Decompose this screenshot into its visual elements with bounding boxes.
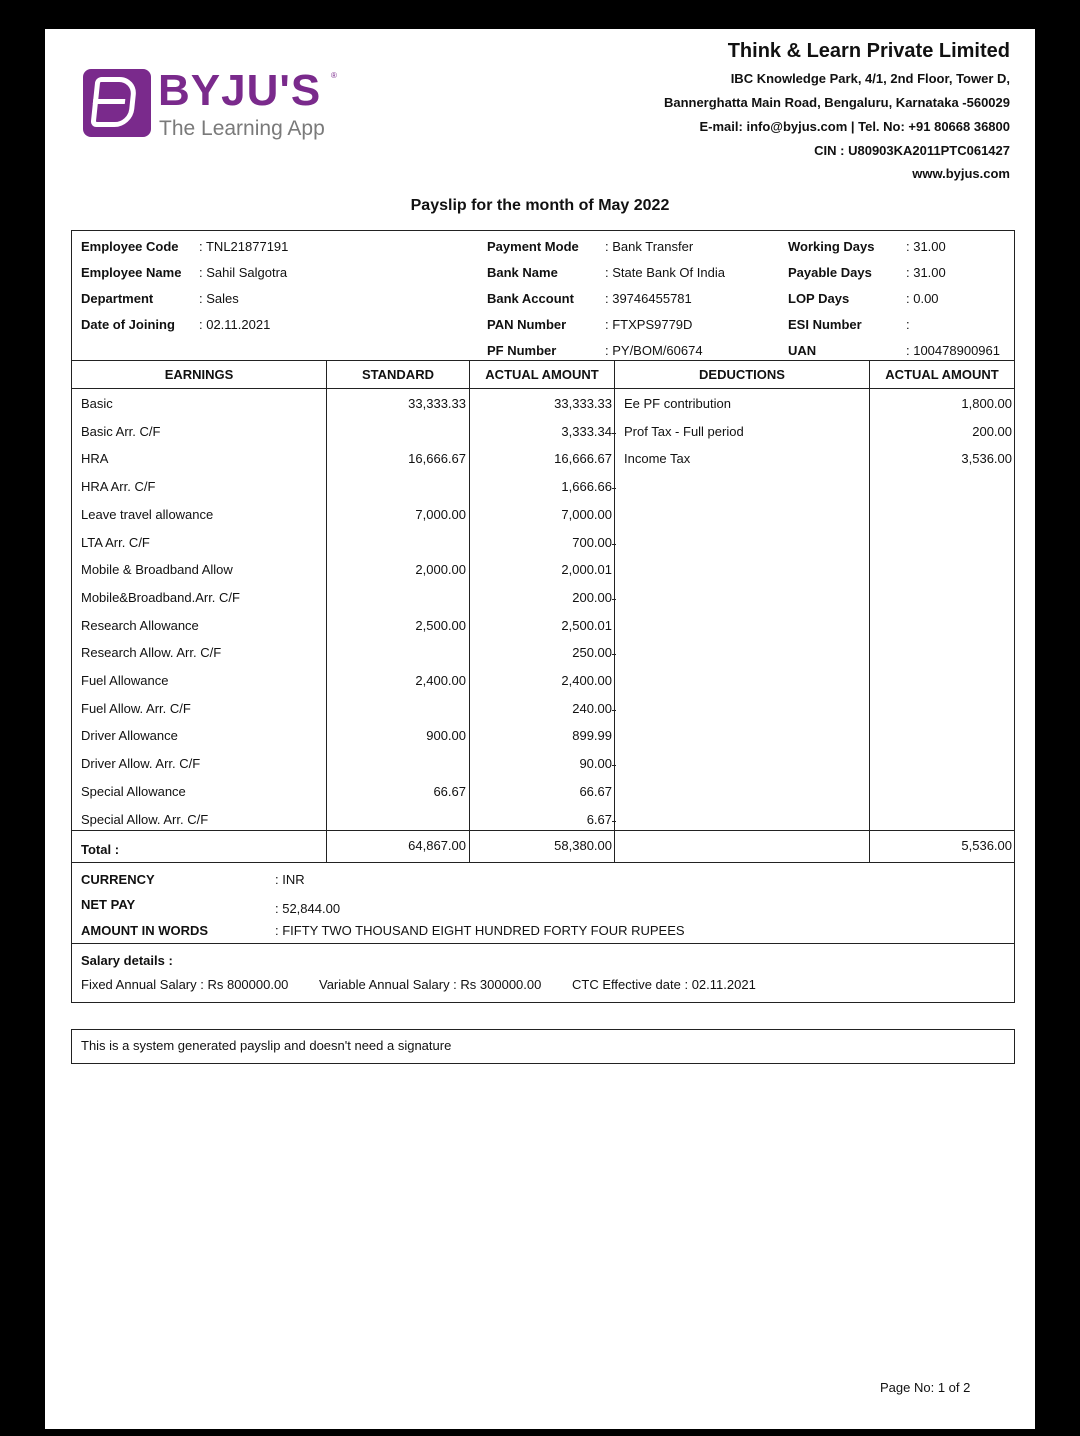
arrear-tick-mark	[612, 488, 616, 489]
earning-name: Research Allowance	[81, 618, 199, 633]
earning-name: Driver Allowance	[81, 728, 178, 743]
company-contact: E-mail: info@byjus.com | Tel. No: +91 80668 36800	[699, 119, 1010, 134]
label-amount-in-words: AMOUNT IN WORDS	[81, 923, 209, 938]
logo-wordmark: BYJU'S	[158, 66, 322, 115]
earning-actual: 700.00	[572, 535, 612, 550]
registered-mark: ®	[331, 71, 337, 80]
earning-name: Basic	[81, 396, 113, 411]
variable-annual-salary: Variable Annual Salary : Rs 300000.00	[319, 977, 542, 992]
header-deductions: DEDUCTIONS	[699, 367, 785, 382]
label-working-days: Working Days	[788, 239, 875, 254]
value-date-of-joining: : 02.11.2021	[199, 317, 271, 332]
salary-details-box	[71, 943, 1015, 1003]
salary-details-heading: Salary details :	[81, 953, 173, 968]
value-bank-account: : 39746455781	[605, 291, 692, 306]
arrear-tick-mark	[612, 765, 616, 766]
label-lop-days: LOP Days	[788, 291, 850, 306]
earning-actual: 2,400.00	[561, 673, 612, 688]
company-address-1: IBC Knowledge Park, 4/1, 2nd Floor, Tower D,	[730, 71, 1010, 86]
earning-name: Basic Arr. C/F	[81, 424, 161, 439]
system-note-box	[71, 1029, 1015, 1064]
employee-info-box	[71, 230, 1015, 361]
earning-actual: 6.67	[586, 812, 612, 827]
earning-actual: 2,500.01	[561, 618, 612, 633]
label-pf-number: PF Number	[487, 343, 557, 358]
earning-standard: 66.67	[433, 784, 466, 799]
earning-name: Fuel Allow. Arr. C/F	[81, 701, 191, 716]
payslip-title: Payslip for the month of May 2022	[410, 197, 670, 214]
total-deductions: 5,536.00	[961, 838, 1012, 853]
earning-name: Research Allow. Arr. C/F	[81, 645, 222, 660]
label-uan: UAN	[788, 343, 817, 358]
label-date-of-joining: Date of Joining	[81, 317, 175, 332]
label-currency: CURRENCY	[81, 872, 155, 887]
earnings-deductions-table	[71, 360, 1015, 863]
deduction-name: Income Tax	[624, 451, 691, 466]
arrear-tick-mark	[612, 544, 616, 545]
earning-actual: 1,666.66	[561, 479, 612, 494]
earning-name: Mobile & Broadband Allow	[81, 562, 233, 577]
company-address-2: Bannerghatta Main Road, Bengaluru, Karnataka -560029	[663, 95, 1010, 110]
earning-standard: 2,400.00	[415, 673, 466, 688]
company-cin: CIN : U80903KA2011PTC061427	[814, 143, 1010, 158]
page-number: Page No: 1 of 2	[880, 1380, 971, 1395]
earning-actual: 2,000.01	[561, 562, 612, 577]
value-employee-code: : TNL21877191	[199, 239, 289, 254]
earning-name: HRA	[81, 451, 109, 466]
deduction-actual: 200.00	[972, 424, 1012, 439]
label-net-pay: NET PAY	[81, 897, 136, 912]
earning-actual: 3,333.34	[561, 424, 612, 439]
system-note: This is a system generated payslip and doesn't need a signature	[81, 1038, 452, 1053]
earning-name: Special Allowance	[81, 784, 186, 799]
earning-actual: 90.00	[579, 756, 612, 771]
company-name: Think & Learn Private Limited	[727, 40, 1010, 62]
label-bank-name: Bank Name	[487, 265, 558, 280]
value-net-pay: : 52,844.00	[275, 901, 341, 916]
net-pay-box	[71, 862, 1015, 944]
earning-standard: 7,000.00	[415, 507, 466, 522]
ctc-effective-date: CTC Effective date : 02.11.2021	[572, 977, 756, 992]
label-payment-mode: Payment Mode	[487, 239, 579, 254]
value-employee-name: : Sahil Salgotra	[199, 265, 288, 280]
earning-actual: 7,000.00	[561, 507, 612, 522]
label-payable-days: Payable Days	[788, 265, 872, 280]
label-esi-number: ESI Number	[788, 317, 862, 332]
total-actual: 58,380.00	[554, 838, 612, 853]
byjus-logo-icon	[83, 69, 151, 137]
value-department: : Sales	[199, 291, 239, 306]
label-pan-number: PAN Number	[487, 317, 567, 332]
earning-actual: 66.67	[579, 784, 612, 799]
deduction-name: Prof Tax - Full period	[624, 424, 744, 439]
value-payable-days: : 31.00	[906, 265, 946, 280]
deduction-actual: 3,536.00	[961, 451, 1012, 466]
earning-standard: 2,500.00	[415, 618, 466, 633]
label-department: Department	[81, 291, 154, 306]
header-standard: STANDARD	[362, 367, 434, 382]
label-employee-code: Employee Code	[81, 239, 179, 254]
earning-actual: 250.00	[572, 645, 612, 660]
earning-actual: 240.00	[572, 701, 612, 716]
value-lop-days: : 0.00	[906, 291, 939, 306]
payslip-page	[45, 29, 1035, 1429]
arrear-tick-mark	[612, 821, 616, 822]
value-currency: : INR	[275, 872, 305, 887]
arrear-tick-mark	[612, 433, 616, 434]
earning-name: HRA Arr. C/F	[81, 479, 156, 494]
deduction-actual: 1,800.00	[961, 396, 1012, 411]
deduction-name: Ee PF contribution	[624, 396, 731, 411]
earning-name: Special Allow. Arr. C/F	[81, 812, 209, 827]
earning-actual: 33,333.33	[554, 396, 612, 411]
arrear-tick-mark	[612, 654, 616, 655]
earning-standard: 33,333.33	[408, 396, 466, 411]
earning-actual: 899.99	[572, 728, 612, 743]
company-website[interactable]: www.byjus.com	[912, 166, 1010, 181]
value-uan: : 100478900961	[906, 343, 1000, 358]
earning-standard: 900.00	[426, 728, 466, 743]
earning-name: Driver Allow. Arr. C/F	[81, 756, 201, 771]
earning-actual: 16,666.67	[554, 451, 612, 466]
label-bank-account: Bank Account	[487, 291, 574, 306]
value-pan-number: : FTXPS9779D	[605, 317, 693, 332]
value-amount-in-words: : FIFTY TWO THOUSAND EIGHT HUNDRED FORTY FOUR RUPEES	[275, 923, 685, 938]
value-bank-name: : State Bank Of India	[605, 265, 725, 280]
value-esi-number: :	[906, 317, 910, 332]
earning-name: Mobile&Broadband.Arr. C/F	[81, 590, 240, 605]
value-pf-number: : PY/BOM/60674	[605, 343, 703, 358]
earning-name: LTA Arr. C/F	[81, 535, 150, 550]
arrear-tick-mark	[612, 710, 616, 711]
header-deductions-actual: ACTUAL AMOUNT	[885, 367, 999, 382]
header-earnings-actual: ACTUAL AMOUNT	[485, 367, 599, 382]
earning-standard: 2,000.00	[415, 562, 466, 577]
earning-name: Fuel Allowance	[81, 673, 169, 688]
header-earnings: EARNINGS	[164, 367, 234, 382]
earning-name: Leave travel allowance	[81, 507, 214, 522]
total-label: Total :	[81, 842, 120, 857]
earning-actual: 200.00	[572, 590, 612, 605]
label-employee-name: Employee Name	[81, 265, 182, 280]
arrear-tick-mark	[612, 599, 616, 600]
fixed-annual-salary: Fixed Annual Salary : Rs 800000.00	[81, 977, 289, 992]
value-working-days: : 31.00	[906, 239, 946, 254]
earning-standard: 16,666.67	[408, 451, 466, 466]
logo-tagline: The Learning App	[159, 117, 325, 140]
total-standard: 64,867.00	[408, 838, 466, 853]
value-payment-mode: : Bank Transfer	[605, 239, 694, 254]
